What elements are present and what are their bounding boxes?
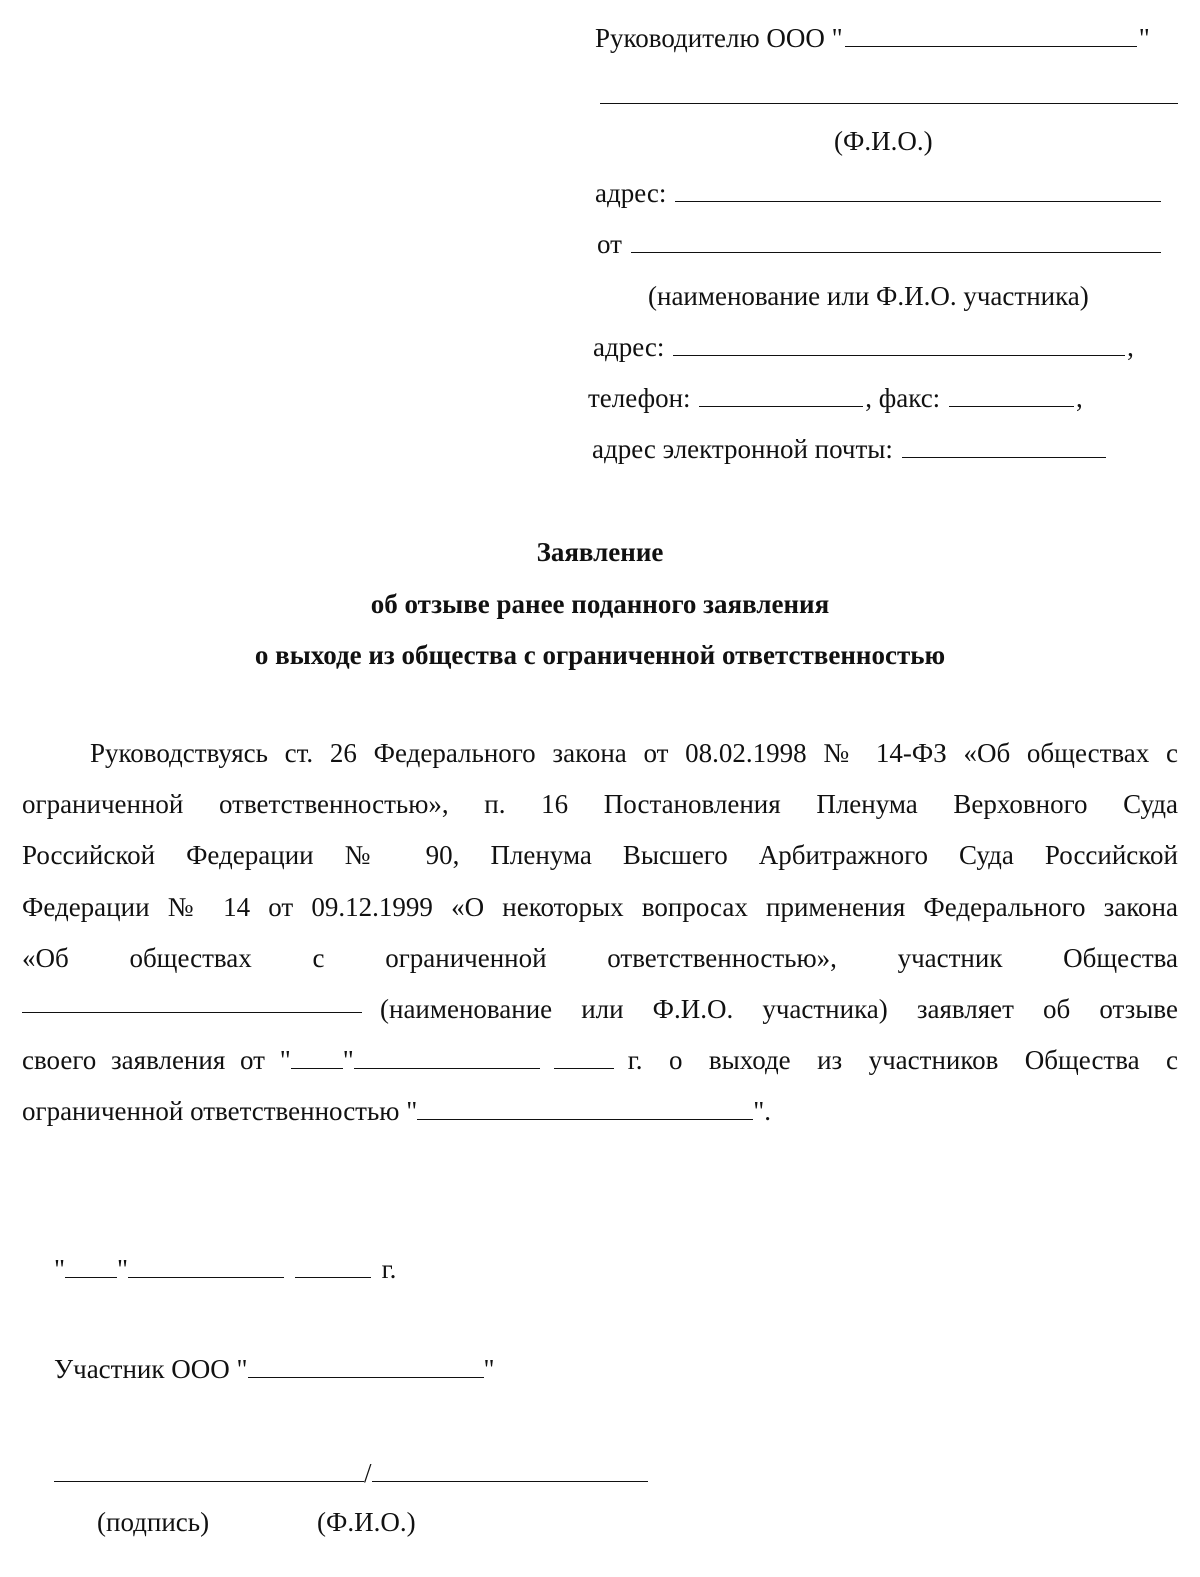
address-label: адрес: <box>595 178 667 208</box>
date-quote-close: " <box>117 1254 129 1284</box>
date-year-suffix: г. <box>381 1254 397 1284</box>
signature-caption: (подпись) <box>97 1507 210 1537</box>
from-label: от <box>597 229 622 259</box>
signature-fio-line <box>54 1460 648 1487</box>
date-quote-open: " <box>54 1254 66 1284</box>
body-line-8 <box>22 1086 1178 1137</box>
fio-caption: (Ф.И.О.) <box>834 126 933 156</box>
withdrawal-day-field[interactable] <box>291 1067 343 1069</box>
participant-suffix: " <box>483 1354 495 1384</box>
participant-signature-line <box>54 1356 495 1383</box>
from-field[interactable] <box>631 251 1161 253</box>
body-line-5: «Об обществах с ограниченной ответственностью», участник Общества <box>22 942 1178 973</box>
phone-field[interactable] <box>699 405 863 407</box>
phone-suffix: , <box>865 383 873 413</box>
document-subtitle-2: о выходе из общества с ограниченной ответственностью <box>254 640 946 670</box>
body-paragraph <box>22 728 1178 1138</box>
body-line-7-a: своего заявления от " <box>22 1045 291 1076</box>
addressee-suffix: " <box>1138 23 1150 53</box>
body-line-1: Руководствуясь ст. 26 Федерального закона от 08.02.1998 № 14-ФЗ «Об обществах с <box>90 738 1178 768</box>
body-line-7-c: г. о выходе из участников Общества с <box>627 1045 1178 1076</box>
body-line-4: Федерации № 14 от 09.12.1999 «О некоторых вопросах применения Федерального закона <box>22 891 1178 922</box>
signature-slash: / <box>364 1458 372 1488</box>
addressee-name-field[interactable] <box>600 102 1178 104</box>
withdrawal-month-field[interactable] <box>354 1067 540 1069</box>
addressee-line <box>595 25 1150 52</box>
signature-fio-field[interactable] <box>372 1480 648 1482</box>
signature-fio-caption: (Ф.И.О.) <box>317 1507 416 1537</box>
body-line-7-b: " <box>342 1045 354 1076</box>
from-line <box>597 231 1163 258</box>
body-line-6 <box>22 984 1178 1035</box>
participant-caption: (наименование или Ф.И.О. участника) <box>648 281 1089 311</box>
phone-fax-line <box>588 385 1083 412</box>
body-line-8-b: ". <box>753 1096 772 1127</box>
fax-label: факс: <box>878 383 941 413</box>
participant-address-label: адрес: <box>593 332 665 362</box>
withdrawal-year-field[interactable] <box>554 1067 614 1069</box>
participant-address-line <box>593 334 1134 361</box>
address-field[interactable] <box>675 200 1161 202</box>
body-line-6-text: (наименование или Ф.И.О. участника) заявляет об отзыве <box>380 993 1178 1024</box>
participant-address-suffix: , <box>1127 332 1134 362</box>
email-label: адрес электронной почты: <box>592 434 893 464</box>
document-title: Заявление <box>536 537 664 567</box>
participant-company-field[interactable] <box>248 1376 484 1378</box>
date-line <box>54 1256 396 1283</box>
company-name-field[interactable] <box>845 45 1137 47</box>
body-line-7 <box>22 1035 1178 1086</box>
date-year-field[interactable] <box>295 1276 371 1278</box>
company-name-body-field[interactable] <box>417 1118 753 1120</box>
document-subtitle-1: об отзыве ранее поданного заявления <box>370 589 830 619</box>
date-day-field[interactable] <box>65 1276 117 1278</box>
participant-name-field[interactable] <box>22 984 362 1013</box>
email-field[interactable] <box>902 456 1106 458</box>
fax-suffix: , <box>1075 383 1083 413</box>
body-line-8-a: ограниченной ответственностью " <box>22 1096 418 1127</box>
body-line-2: ограниченной ответственностью», п. 16 Постановления Пленума Верховного Суда <box>22 789 1178 820</box>
fax-field[interactable] <box>949 405 1074 407</box>
signature-field[interactable] <box>54 1480 364 1482</box>
participant-prefix: Участник ООО " <box>54 1354 248 1384</box>
date-month-field[interactable] <box>128 1276 284 1278</box>
phone-label: телефон: <box>588 383 691 413</box>
address-line <box>595 180 1163 207</box>
addressee-prefix: Руководителю ООО " <box>595 23 843 53</box>
body-line-3: Российской Федерации № 90, Пленума Высшего Арбитражного Суда Российской <box>22 840 1178 871</box>
email-line <box>592 436 1108 463</box>
participant-address-field[interactable] <box>673 354 1125 356</box>
